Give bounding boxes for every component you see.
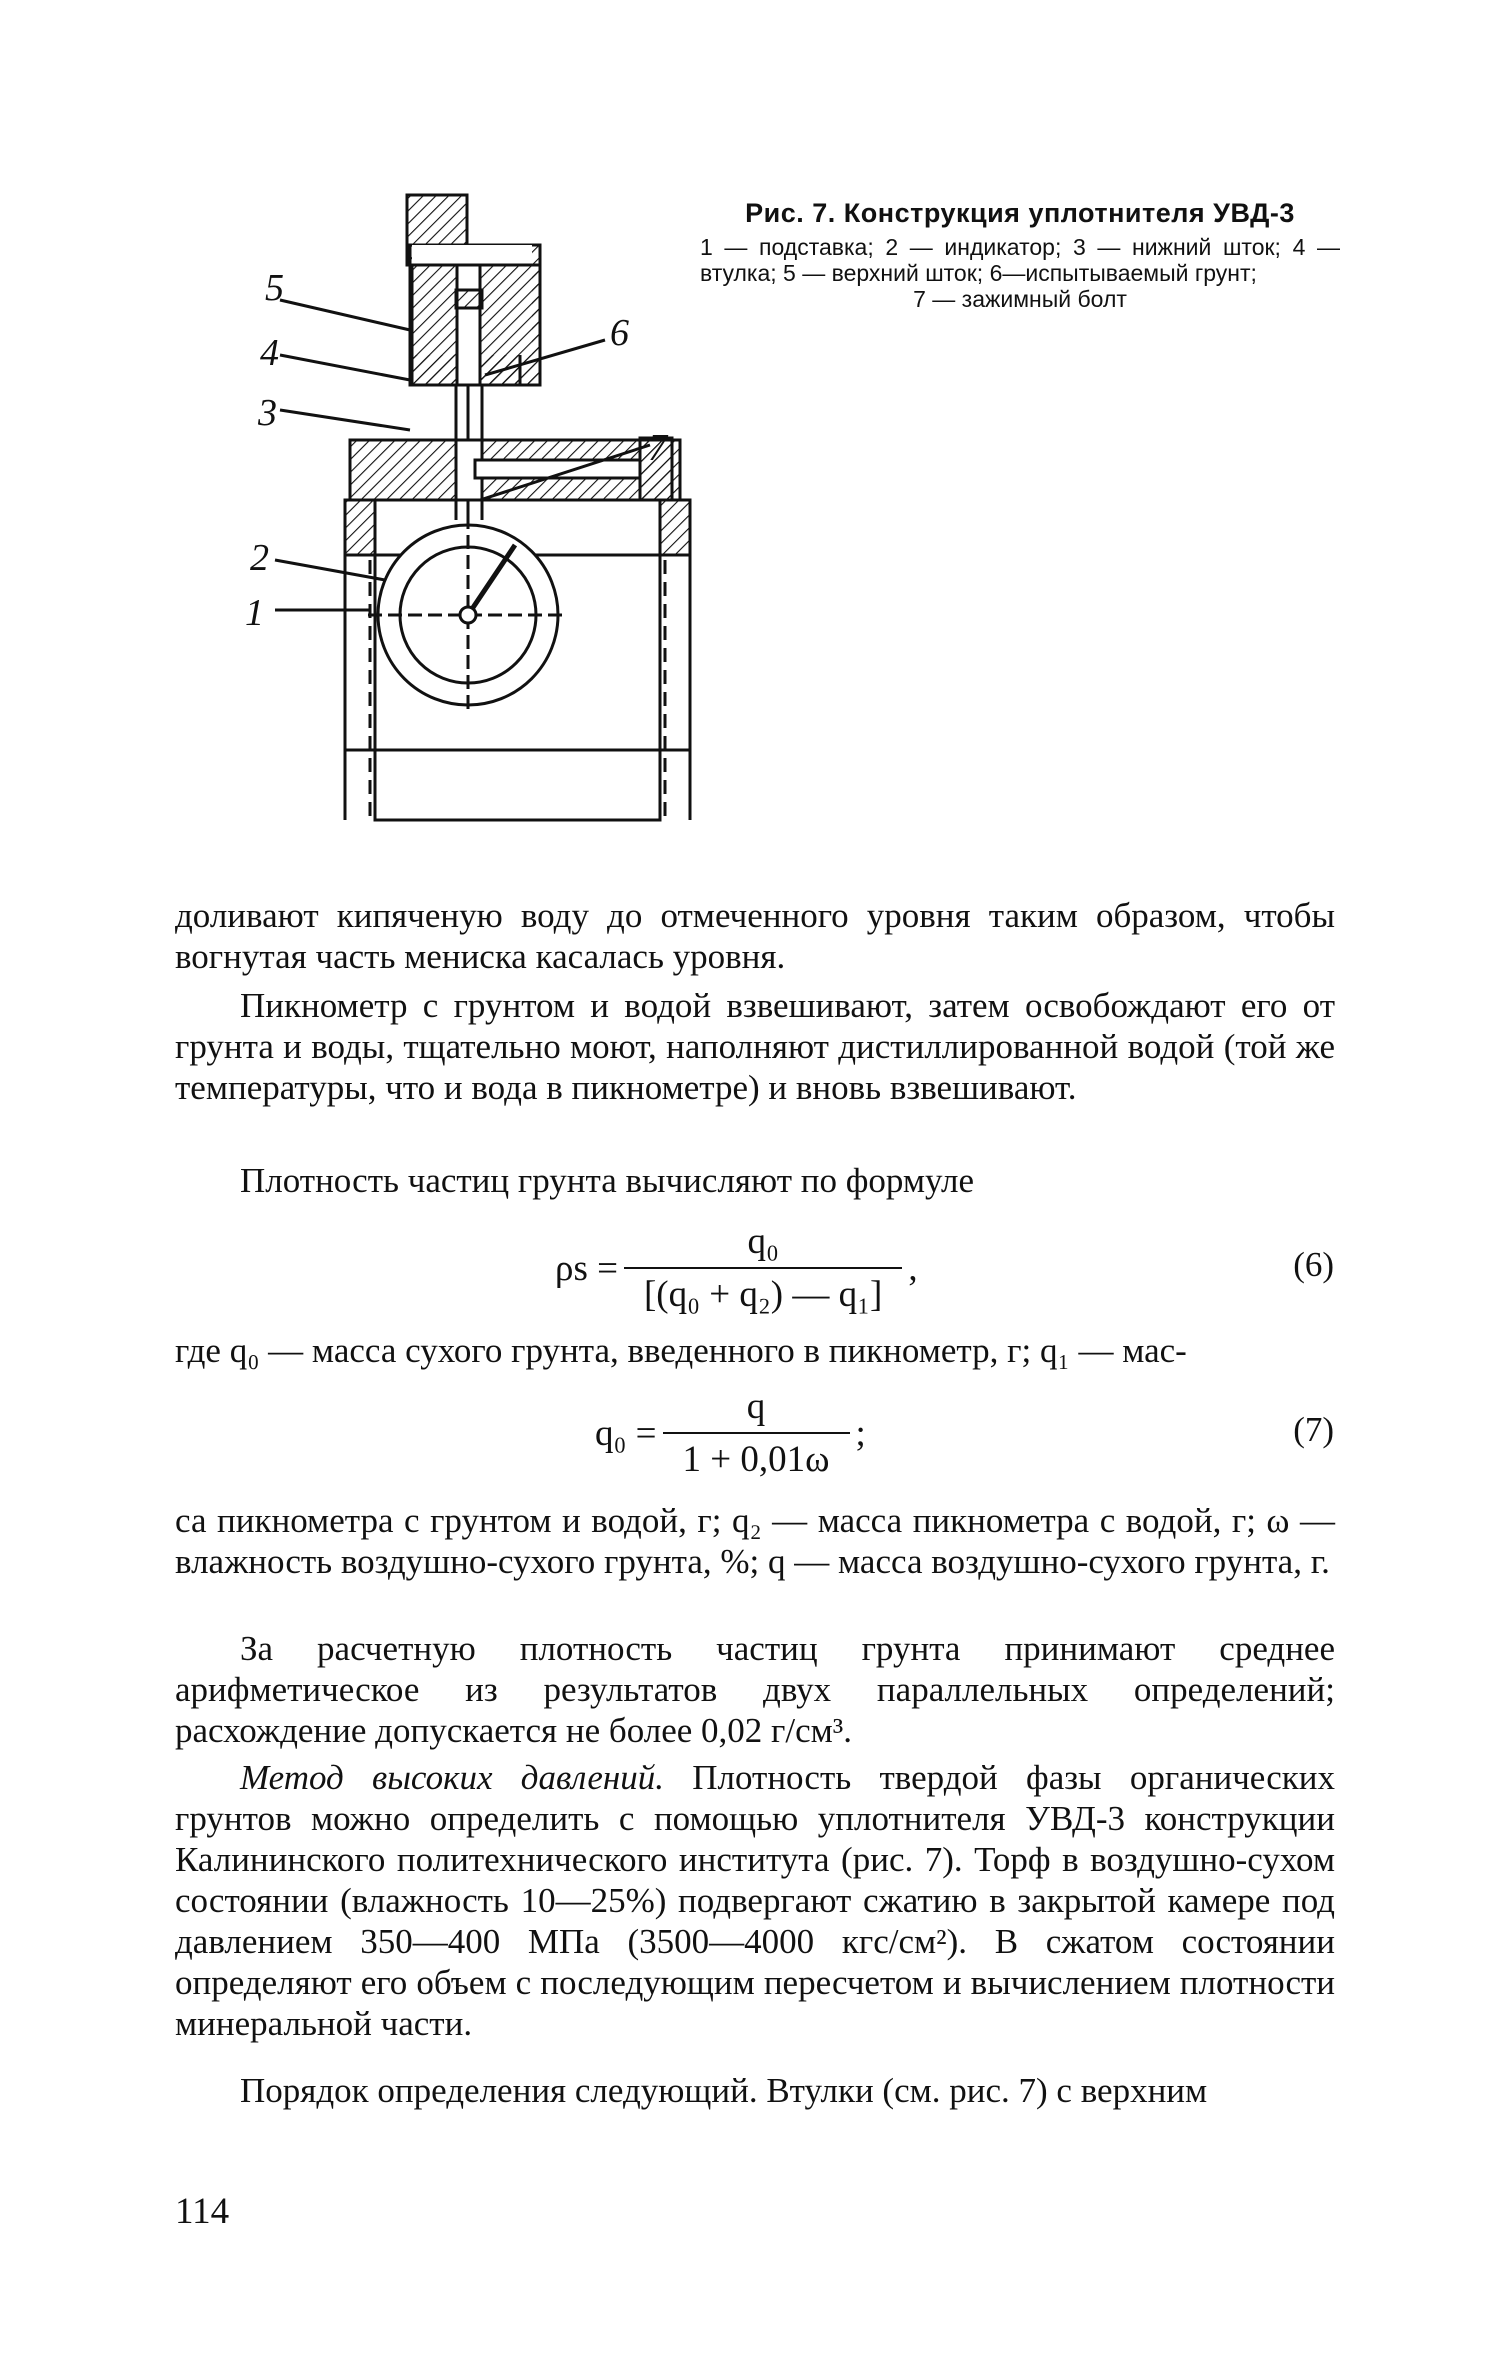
paragraph-4: где q₀ — масса сухого грунта, введенного в пикнометр, г; q₁ — мас- [175,1331,1187,1370]
label-2: 2 [250,537,269,579]
label-4: 4 [260,332,279,374]
caption-title: Рис. 7. Конструкция уплотнителя УВД-3 [745,198,1295,228]
formula-6-numerator: q₀ [747,1221,779,1262]
paragraph-1: доливают кипяченую воду до отмеченного уровня таким образом, чтобы вогнутая часть мениска касалась уровня. [175,896,1335,976]
uvd3-drawing [245,170,710,820]
paragraph-8: Порядок определения следующий. Втулки (см. рис. 7) с верхним [240,2071,1208,2110]
paragraph-5-block [175,1500,1335,1582]
paragraph-8-block [175,2070,1335,2111]
formula-6-fraction [624,1220,902,1316]
figure-caption [700,198,1340,312]
paragraph-5: са пикнометра с грунтом и водой, г; q₂ — масса пикнометра с водой, г; ω — влажность воздушно-сухого грунта, %; q — масса воздушно-сухого грунта, г. [175,1501,1335,1581]
paragraph-2-block [175,985,1335,1108]
formula-6 [555,1220,918,1316]
formula-6-lhs: ρs = [555,1247,618,1289]
page-number: 114 [175,2191,230,2232]
paragraph-7 [175,1757,1335,2044]
method-heading: Метод высоких давлений. [240,1758,664,1797]
paragraph-4-block [175,1330,1335,1371]
label-5: 5 [265,267,284,309]
formula-6-tail: , [908,1247,918,1289]
equation-number-6: (6) [1293,1245,1334,1284]
formula-7-denominator: 1 + 0,01ω [663,1432,850,1481]
paragraph-3-block [175,1160,1335,1201]
paragraph-7-text: Плотность твердой фазы органических грунтов можно определить с помощью уплотнителя УВД-3 конструкции Калининского политехнического института (рис. 7). Торф в воздушно-сухом состоянии (влажность 10—25%) подвергают сжатию в закрытой камере под давлением 350—400 МПа (3500—4000 кгс/см²). В сжатом состоянии определяют его объем с последующим пересчетом и вычислением плотности минеральной части. [175,1758,1335,2043]
paragraph-3: Плотность частиц грунта вычисляют по формуле [240,1161,974,1200]
soil-sample-shape [456,290,482,308]
label-3: 3 [258,392,277,434]
formula-7-lhs: q₀ = [595,1412,657,1454]
equation-number-7: (7) [1293,1410,1334,1449]
label-7: 7 [648,427,667,469]
label-1: 1 [245,592,264,634]
caption-legend [700,234,1340,312]
caption-legend-last: 7 — зажимный болт [913,286,1127,312]
paragraph-2: Пикнометр с грунтом и водой взвешивают, затем освобождают его от грунта и воды, тщательно моют, наполняют дистиллированной водой (той же температуры, что и вода в пикнометре) и вновь взвешивают. [175,986,1335,1107]
paragraph-6: За расчетную плотность частиц грунта принимают среднее арифметическое из результатов двух параллельных определений; расхождение допускается не более 0,02 г/см³. [175,1629,1335,1750]
formula-7-fraction [663,1385,850,1481]
paragraph-6-block [175,1628,1335,1751]
formula-7 [595,1385,866,1481]
formula-7-numerator: q [746,1386,766,1427]
device-figure [245,170,710,820]
paragraph-1-block [175,895,1335,977]
formula-6-denominator: [(q₀ + q₂) — q₁] [624,1267,902,1316]
caption-legend-text: 1 — подставка; 2 — индикатор; 3 — нижний шток; 4 — втулка; 5 — верхний шток; 6—испытываемый грунт; [700,234,1340,286]
label-6: 6 [610,312,629,354]
paragraph-7-block [175,1757,1335,2044]
formula-7-tail: ; [855,1412,866,1454]
